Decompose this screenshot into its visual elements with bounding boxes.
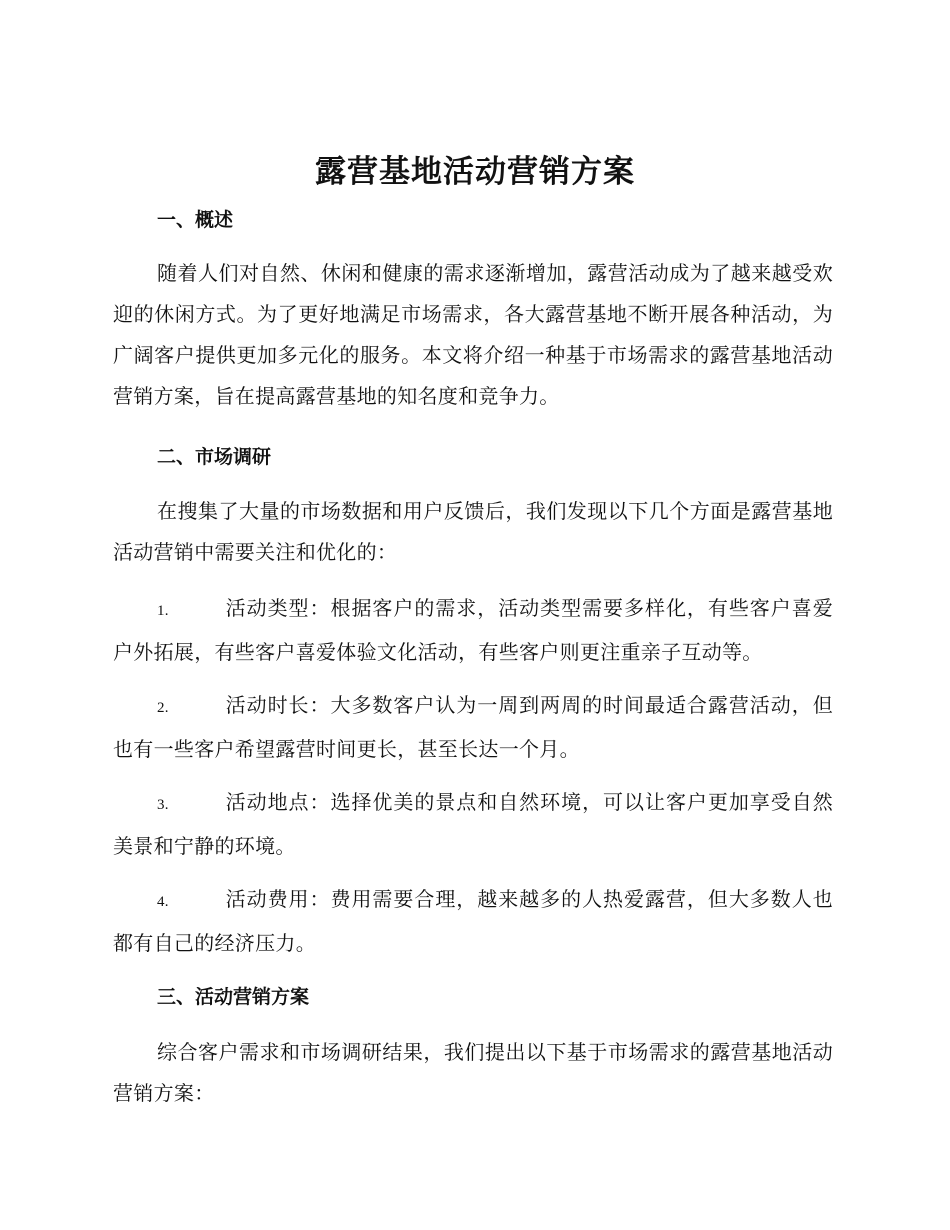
document-title: 露营基地活动营销方案 xyxy=(315,154,635,190)
section-heading-overview: 一、概述 xyxy=(157,209,234,231)
marketing-plan-paragraph: 综合客户需求和市场调研结果，我们提出以下基于市场需求的露营基地活动营销方案： xyxy=(113,1040,833,1105)
list-item-text: 活动地点：选择优美的景点和自然环境，可以让客户更加享受自然美景和宁静的环境。 xyxy=(113,790,833,858)
list-item-text: 活动费用：费用需要合理，越来越多的人热爱露营，但大多数人也都有自己的经济压力。 xyxy=(113,887,833,955)
list-item xyxy=(113,588,833,673)
list-item-number: 2. xyxy=(157,700,169,716)
list-item xyxy=(113,782,833,867)
list-item-number: 1. xyxy=(157,603,169,619)
overview-paragraph: 随着人们对自然、休闲和健康的需求逐渐增加，露营活动成为了越来越受欢迎的休闲方式。为了更好地满足市场需求，各大露营基地不断开展各种活动，为广阔客户提供更加多元化的服务。本文将介绍一种基于市场需求的露营基地活动营销方案，旨在提高露营基地的知名度和竞争力。 xyxy=(113,261,833,408)
list-item xyxy=(113,879,833,964)
list-item-text: 活动类型：根据客户的需求，活动类型需要多样化，有些客户喜爱户外拓展，有些客户喜爱体验文化活动，有些客户则更注重亲子互动等。 xyxy=(113,596,833,664)
market-research-paragraph: 在搜集了大量的市场数据和用户反馈后，我们发现以下几个方面是露营基地活动营销中需要关注和优化的： xyxy=(113,499,833,564)
section-heading-marketing-plan: 三、活动营销方案 xyxy=(157,986,310,1008)
list-item-number: 3. xyxy=(157,797,169,813)
section-heading-market-research: 二、市场调研 xyxy=(157,446,272,468)
list-item-number: 4. xyxy=(157,894,169,910)
list-item-text: 活动时长：大多数客户认为一周到两周的时间最适合露营活动，但也有一些客户希望露营时间更长，甚至长达一个月。 xyxy=(113,693,833,761)
list-item xyxy=(113,685,833,770)
